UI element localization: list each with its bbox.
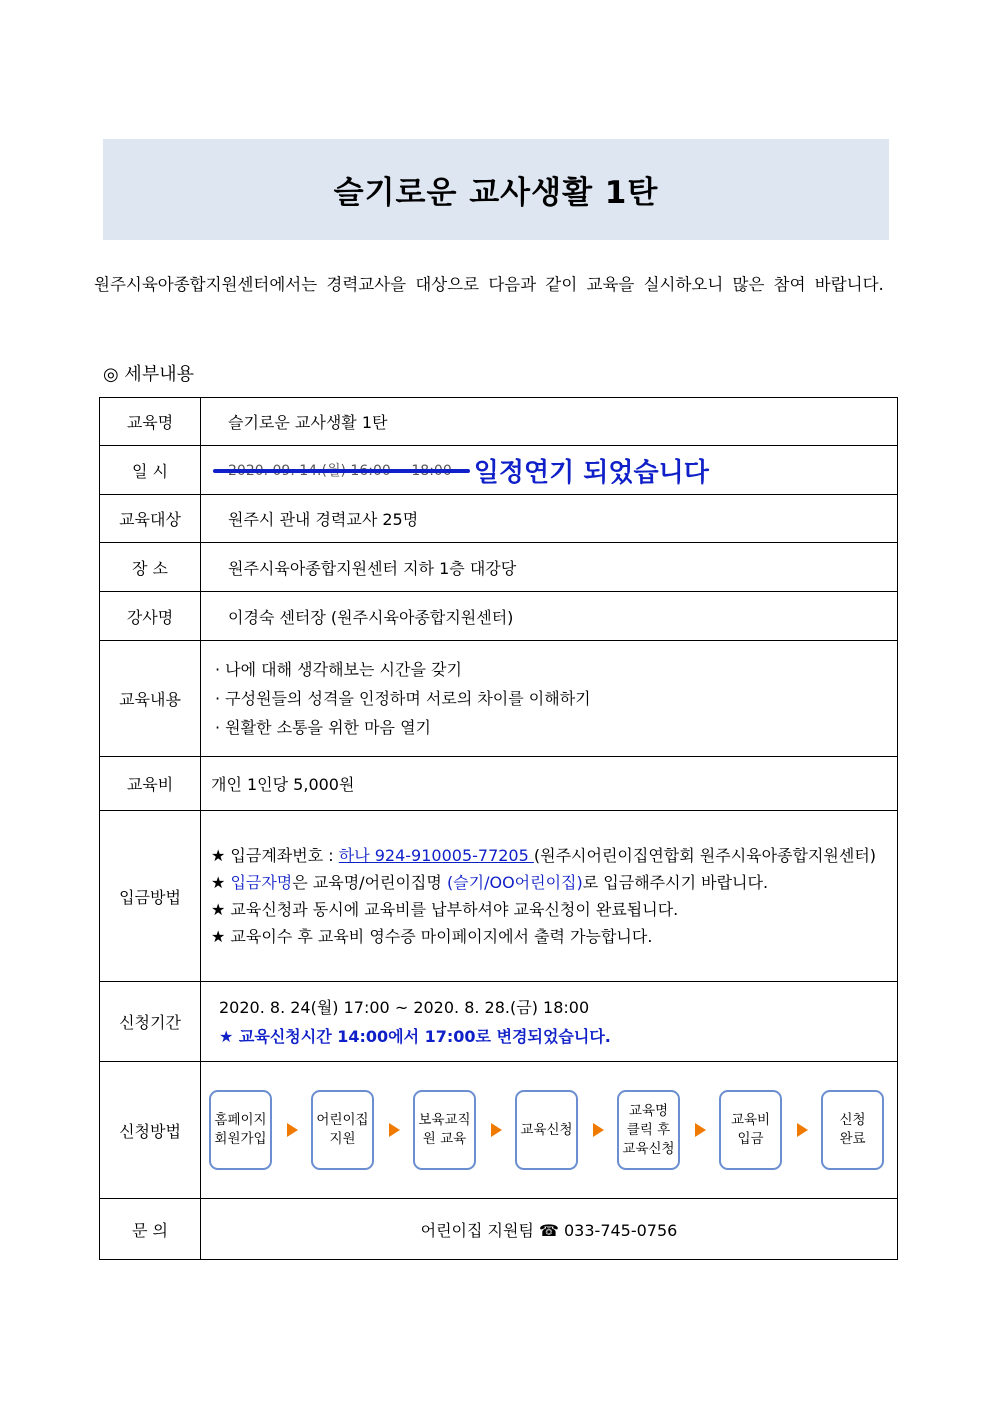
value-name: 슬기로운 교사생활 1탄 (201, 398, 898, 446)
value-fee: 개인 1인당 5,000원 (201, 757, 898, 811)
row-place (100, 543, 898, 592)
application-flow (201, 1090, 897, 1170)
step-box: 어린이집 지원 (311, 1090, 374, 1170)
arrow-right-icon (389, 1123, 400, 1137)
content-item: · 원활한 소통을 위한 마음 열기 (215, 718, 431, 737)
step-box: 교육신청 (515, 1090, 578, 1170)
row-period (100, 982, 898, 1062)
label-content: 교육내용 (100, 641, 201, 757)
arrow-right-icon (797, 1123, 808, 1137)
row-date (100, 446, 898, 495)
arrow-right-icon (593, 1123, 604, 1137)
detail-table (99, 397, 898, 1260)
depositor-example: (슬기/OO어린이집) (446, 873, 583, 892)
step-box: 교육명 클릭 후 교육신청 (617, 1090, 680, 1170)
intro-text: 원주시육아종합지원센터에서는 경력교사을 대상으로 다음과 같이 교육을 실시하오니 많은 참여 바랍니다. (94, 275, 884, 294)
label-method: 신청방법 (100, 1062, 201, 1199)
value-content (201, 641, 898, 757)
content-item: · 구성원들의 성격을 인정하며 서로의 차이를 이해하기 (215, 689, 591, 708)
depositor-end: 로 입금해주시기 바랍니다. (582, 873, 769, 892)
row-inquiry (100, 1199, 898, 1260)
payment-line-3: ★ 교육신청과 동시에 교육비를 납부하셔야 교육신청이 완료됩니다. (211, 900, 679, 919)
step-box: 홈페이지 회원가입 (209, 1090, 272, 1170)
page-title: 슬기로운 교사생활 1탄 (333, 175, 659, 211)
period-value: 2020. 8. 24(월) 17:00 ~ 2020. 8. 28.(금) 18:00 (219, 997, 590, 1017)
label-payment: 입금방법 (100, 811, 201, 982)
step-box: 보육교직 원 교육 (413, 1090, 476, 1170)
depositor-highlight: 입금자명 (230, 873, 293, 892)
postponed-notice: 일정연기 되었습니다 (473, 457, 709, 488)
payment-line-1 (211, 842, 889, 869)
label-period: 신청기간 (100, 982, 201, 1062)
label-inquiry: 문 의 (100, 1199, 201, 1260)
row-name (100, 398, 898, 446)
content-item: · 나에 대해 생각해보는 시간을 갖기 (215, 660, 462, 679)
payment-line-2 (211, 869, 889, 896)
row-target (100, 495, 898, 543)
value-date (201, 446, 898, 495)
row-fee (100, 757, 898, 811)
row-method (100, 1062, 898, 1199)
label-target: 교육대상 (100, 495, 201, 543)
value-target: 원주시 관내 경력교사 25명 (201, 495, 898, 543)
label-place: 장 소 (100, 543, 201, 592)
payment-line-4: ★ 교육이수 후 교육비 영수증 마이페이지에서 출력 가능합니다. (211, 927, 653, 946)
struck-date (228, 460, 452, 480)
strike-line (213, 469, 470, 473)
arrow-right-icon (287, 1123, 298, 1137)
account-holder: (원주시어린이집연합회 원주시육아종합지원센터) (533, 846, 877, 865)
value-payment (201, 811, 898, 982)
arrow-right-icon (491, 1123, 502, 1137)
step-box: 교육비 입금 (719, 1090, 782, 1170)
arrow-right-icon (695, 1123, 706, 1137)
row-payment (100, 811, 898, 982)
content-list (201, 655, 897, 742)
label-date: 일 시 (100, 446, 201, 495)
label-lecturer: 강사명 (100, 592, 201, 641)
row-content (100, 641, 898, 757)
value-inquiry: 어린이집 지원팀 ☎ 033-745-0756 (201, 1199, 898, 1260)
row-lecturer (100, 592, 898, 641)
depositor-text: 은 교육명/어린이집명 (292, 873, 447, 892)
value-lecturer: 이경숙 센터장 (원주시육아종합지원센터) (201, 592, 898, 641)
step-box: 신청 완료 (821, 1090, 884, 1170)
account-prefix: ★ 입금계좌번호 : (211, 846, 339, 865)
label-name: 교육명 (100, 398, 201, 446)
section-heading: ◎ 세부내용 (103, 364, 194, 385)
label-fee: 교육비 (100, 757, 201, 811)
title-banner (103, 139, 889, 240)
value-method (201, 1062, 898, 1199)
period-notice: ★ 교육신청시간 14:00에서 17:00로 변경되었습니다. (219, 1026, 611, 1046)
value-period (201, 982, 898, 1062)
value-place: 원주시육아종합지원센터 지하 1층 대강당 (201, 543, 898, 592)
account-number: 하나 924-910005-77205 (338, 846, 534, 865)
star-mark: ★ (211, 873, 231, 892)
